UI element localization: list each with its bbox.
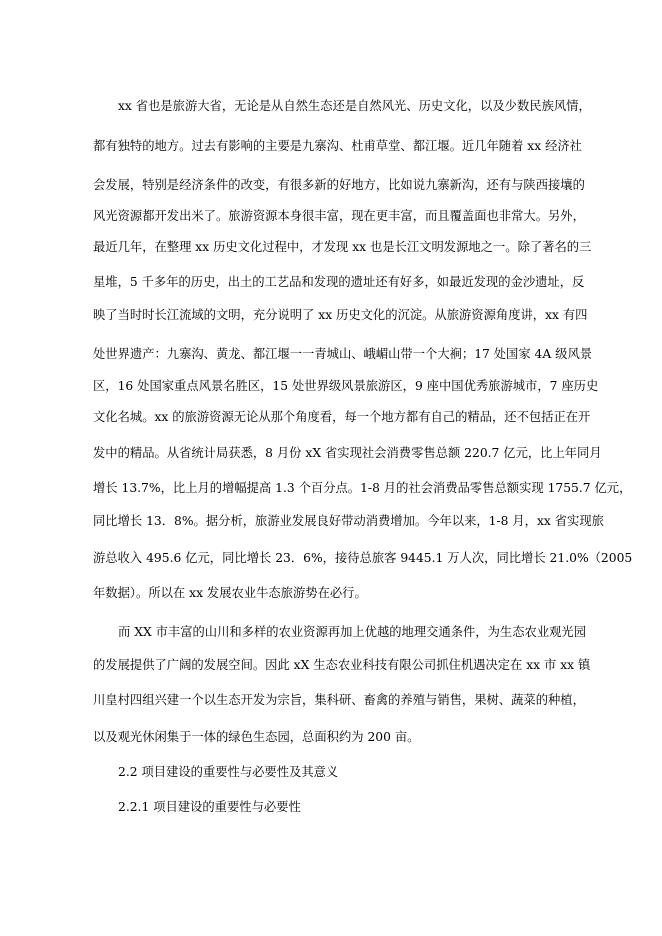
paragraph-line: 川皇村四组兴建一个以生态开发为宗旨，集科研、畜禽的养殖与销售，果树、蔬菜的种植， (93, 693, 585, 707)
paragraph-line: 映了当时时长江流域的文明，充分说明了 xx 历史文化的沉淀。从旅游资源角度讲，xx 有四 (93, 308, 588, 322)
paragraph-line: 发中的精品。从省统计局获悉，8 月份 xX 省实现社会消费零售总额 220.7 亿元，比上年同月 (93, 446, 602, 460)
paragraph-line: 处世界遗产：九寨沟、黄龙、都江堰一一青城山、峨嵋山带一个大裥；17 处国家 4A 级风景 (93, 347, 593, 361)
paragraph-line: 增长 13.7%，比上月的增幅提高 1.3 个百分点。1-8 月的社会消费品零售总额实现 1755.7 亿元， (93, 481, 632, 495)
paragraph-line: 风光资源都开发出米了。旅游资源本身很丰富，现在更丰富，而且覆盖面也非常大。另外， (93, 209, 585, 223)
paragraph-line: 年数据）。所以在 xx 发展农业牛态旅游势在必行。 (93, 586, 367, 600)
paragraph-line: 都有独特的地方。过去有影响的主要是九寨沟、杜甫草堂、都江堰。近几年随着 xx 经济社 (93, 139, 582, 153)
paragraph-line: 区，16 处国家重点风景名胜区，15 处世界级风景旅游区，9 座中国优秀旅游城市，7 座历史 (93, 379, 599, 393)
paragraph-line: xx 省也是旅游大省，无论是从自然生态还是自然风光、历史文化，以及少数民族风情， (118, 99, 591, 113)
paragraph-line: 星堆，5 千多年的历史，出土的工艺品和发现的遗址还有好多，如最近发现的金沙遗址，反 (93, 275, 585, 289)
paragraph-line: 同比增长 13．8%。据分析，旅游业发展良好带动消费增加。今年以来，1-8 月，xx 省实现旅 (93, 514, 604, 528)
paragraph-line: 而 XX 市丰富的山川和多样的农业资源再加上优越的地理交通条件，为生态农业观光园 (118, 625, 587, 639)
paragraph-line: 以及观光休闲集于一体的绿色生态园，总面积约为 200 亩。 (93, 730, 420, 744)
paragraph-line: 最近几年，在整理 xx 历史文化过程中，才发现 xx 也是长江文明发源地之一。除了著名的三 (93, 240, 592, 254)
paragraph-line: 文化名城。xx 的旅游资源无论从那个角度看，每一个地方都有自己的精品，还不包括正在开 (93, 410, 591, 424)
subsection-heading: 2.2.1 项目建设的重要性与必要性 (118, 800, 301, 814)
paragraph-line: 游总收入 495.6 亿元，同比增长 23．6%，接待总旅客 9445.1 万人次，同比增长 21.0%（2005 (93, 551, 633, 565)
paragraph-line: 的发展提供了广阔的发展空间。因此 xX 生态农业科技有限公司抓住机遇决定在 xx 市 xx 镇 (93, 658, 591, 672)
paragraph-line: 会发展，特别是经济条件的改变，有很多新的好地方，比如说九寨新沟，还有与陕西接壤的 (93, 178, 585, 192)
section-heading: 2.2 项目建设的重要性与必要性及其意义 (118, 765, 339, 779)
